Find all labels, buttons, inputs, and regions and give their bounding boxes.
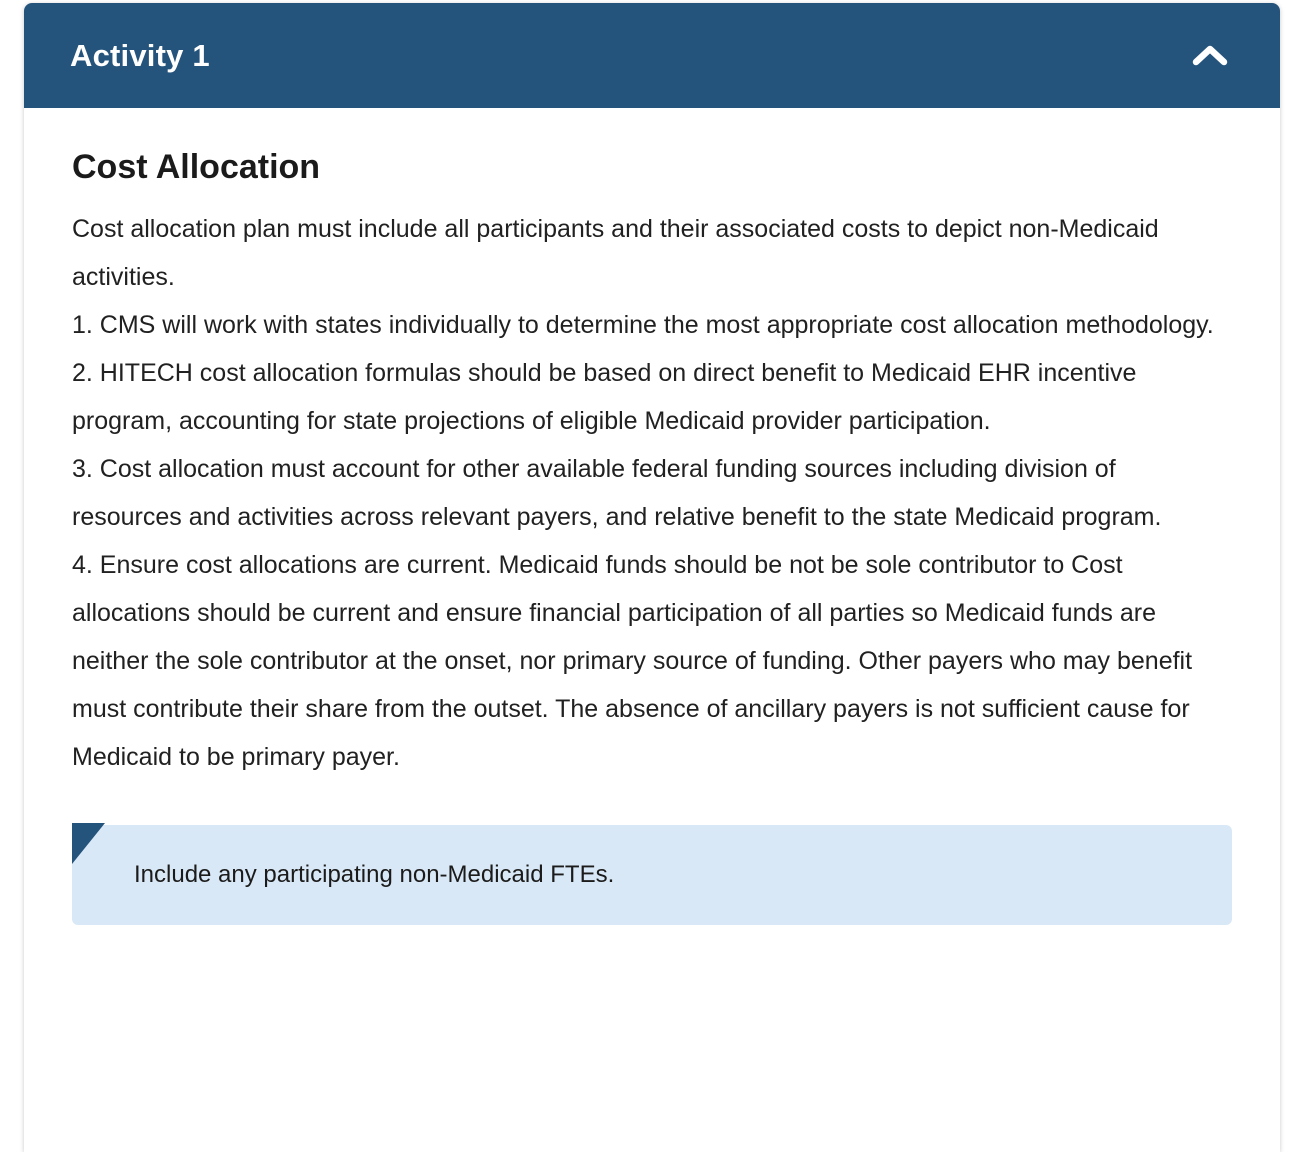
chevron-up-icon <box>1190 43 1230 69</box>
paragraph-item-1: 1. CMS will work with states individually to determine the most appropriate cost allocation methodology. <box>72 311 1214 339</box>
section-heading: Cost Allocation <box>72 148 321 186</box>
accordion-header[interactable] <box>24 3 1280 108</box>
callout-note <box>72 825 1232 925</box>
corner-flag-decoration <box>72 823 105 864</box>
accordion-body <box>24 108 1280 965</box>
paragraph-item-3: 3. Cost allocation must account for other available federal funding sources including division of resources and activities across relevant payers, and relative benefit to the state Medicaid program. <box>72 455 1162 531</box>
accordion-title: Activity 1 <box>70 37 210 73</box>
paragraph-item-2: 2. HITECH cost allocation formulas should be based on direct benefit to Medicaid EHR incentive program, accounting for state projections of eligible Medicaid provider participation. <box>72 359 1137 435</box>
paragraph-intro: Cost allocation plan must include all participants and their associated costs to depict non-Medicaid activities. <box>72 215 1159 291</box>
paragraph-item-4: 4. Ensure cost allocations are current. Medicaid funds should be not be sole contributor to Cost allocations should be current and ensure financial participation of all parties so Medicaid funds are neither the sole contributor at the onset, nor primary source of funding. Other payers who may benefit must contribute their share from the outset. The absence of ancillary payers is not sufficient cause for Medicaid to be primary payer. <box>72 551 1193 771</box>
cost-allocation-description <box>72 205 1232 781</box>
activity-card <box>24 3 1280 1152</box>
collapse-button[interactable] <box>1186 39 1234 73</box>
callout-text: Include any participating non-Medicaid FTEs. <box>134 861 615 888</box>
